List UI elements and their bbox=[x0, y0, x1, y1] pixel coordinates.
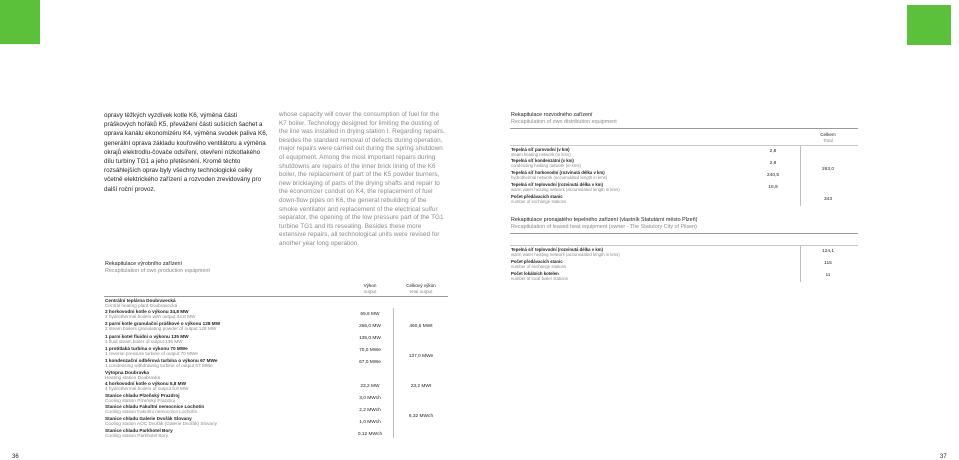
plant-row: Výtopna Doubravka Heating station Doubravka bbox=[105, 370, 161, 381]
page-number-right: 37 bbox=[940, 454, 947, 460]
plant-row: 2 parní kotle granulační práškové o výkonu 128 MW 2 steam boilers granulating powder of output 128 MW bbox=[105, 321, 221, 332]
dist-value: 16,9 bbox=[768, 185, 778, 190]
output-value: 2,2 MWch bbox=[359, 408, 381, 413]
output-value: 69,6 MW bbox=[360, 312, 380, 317]
leased-header-rule bbox=[510, 245, 858, 246]
col-divider bbox=[393, 308, 394, 438]
plant-row: 4 horkovodní kotle o výkonu 5,8 MW 4 hydrothermal boilers of output 5,8 MW bbox=[105, 381, 189, 392]
output-value: 1,0 MWch bbox=[359, 420, 381, 425]
production-rule bbox=[104, 296, 448, 297]
leased-value: 11 bbox=[825, 273, 831, 278]
output-value: 135,0 MW bbox=[359, 336, 381, 341]
distribution-rule bbox=[510, 128, 858, 129]
leased-row: Počet předávacích stanic number of exchange stations bbox=[511, 259, 567, 270]
total-output-value: 6,32 MWch bbox=[408, 414, 434, 419]
production-title-cz: Rekapitulace výrobního zařízení bbox=[105, 261, 183, 267]
plant-row: Stanice chladu Plzeňský Prazdroj Cooling station Plzeňský Prazdroj bbox=[105, 393, 180, 404]
total-output-value: 460,6 MWt bbox=[409, 324, 433, 329]
page-number-left: 36 bbox=[12, 454, 19, 460]
output-value: 256,0 MW bbox=[359, 324, 381, 329]
dist-header-rule bbox=[510, 145, 858, 146]
leased-row: Počet lokálních kotelen number of local boiler stations bbox=[511, 271, 569, 282]
leased-value: 115 bbox=[824, 261, 832, 266]
dist-total-stations: 343 bbox=[823, 197, 832, 202]
col-total-header: Celkový výkon total output bbox=[406, 283, 436, 294]
dist-row: Tepelná síť horkovodní (rozvinutá délka v km) hydrothermal network (accumulated length in kms) bbox=[511, 170, 608, 181]
leased-rule bbox=[510, 233, 858, 234]
dist-total-network: 263,0 bbox=[821, 167, 834, 172]
output-value: 70,0 MWe bbox=[359, 348, 381, 353]
dist-row: Tepelná síť teplovodní (rozvinutá délka v km) warm water heating network (accumulated length in kms) bbox=[511, 182, 620, 193]
output-value: 3,0 MWch bbox=[359, 396, 381, 401]
dist-value: 2,8 bbox=[769, 161, 777, 166]
dist-row: Tepelná síť parovodní (v km) steam heating network (in kms) bbox=[511, 147, 571, 158]
total-output-value: 137,0 MWe bbox=[408, 354, 434, 359]
plant-row: Stanice chladu Galerie Dvořák Slovany Cooling station AOC Dvořák (Galerie Dvořák) Slovany bbox=[105, 416, 218, 427]
intro-paragraph-cz: opravy těžkých vyzdívek kotle K6, výměna části práškových hořáků K5, převážení části sušících šachet a oprava kanálu ekonomizéru K4, výměna svodek paliva K6, generální oprava základu kouřového ventilátoru a výměna okrajů elektrodlu-čovače odsíření, otevření nízkotlakého dílu turbíny TG1 a jeho přetěsnění. Kromě těchto rozsáhlejších oprav byly všechny technologické celky včetně elektrického zařízení a rozvoden zrevidovány pro další roční provoz. bbox=[104, 112, 268, 193]
dist-value: 240,5 bbox=[766, 173, 779, 178]
dist-row: Počet předávacích stanic number of exchange stations bbox=[511, 194, 567, 205]
leased-value: 124,1 bbox=[821, 249, 834, 254]
production-section-title bbox=[105, 261, 265, 274]
leased-row: Tepelná síť teplovodní (rozvinutá délka v km) warm water heating network (accumulated length in kms) bbox=[511, 247, 620, 258]
output-value: 23,2 MW bbox=[360, 384, 380, 389]
output-value: 0,12 MWch bbox=[357, 432, 383, 437]
dist-total-header: Celkem Total bbox=[820, 132, 836, 143]
plant-row: 1 protitlaká turbína o výkonu 70 MWe 1 reverse pressure turbine of output 70 MWe bbox=[105, 346, 198, 357]
dist-row: Tepelná síť kondenzátní (v km) condensing heating network (in kms) bbox=[511, 158, 581, 169]
plant-row: 1 kondenzační odběrová turbína o výkonu 67 MWe 1 condensing withdrawing turbine of output 67 MWe bbox=[105, 358, 218, 369]
plant-row: Centrální teplárna Doubravecká Central heating plant Doubravecká bbox=[105, 298, 178, 309]
col-output-header: Výkon output bbox=[363, 283, 377, 294]
intro-paragraph-en: whose capacity will cover the consumption of fuel for the K7 boiler. Technology designed for limiting the dusting of the line was installed in drying station I. Regarding repairs, besides the standard removal of defects during operation, major repairs were carried out during the spring shutdown of equipment. Among the most important repairs during shutdowns are repairs of the inner brick lining of the K6 boiler, the replacement of part of the K5 powder burners, new bricklaying of parts of the drying shafts and repair to the economizer conduit on K4, the replacement of fuel down-flow pipes on K6, the general rebuilding of the smoke ventilator and replacement of the electrical sulfur separator, the opening of the low pressure part of the TG1 turbine TG1 and its resealing. Besides these more extensive repairs, all technological units were revised for another year long operation. bbox=[279, 111, 445, 247]
distribution-section-title: Rekapitulace rozvodného zařízení Recapitulation of own distribution equipment bbox=[511, 112, 617, 125]
plant-row: 2 horkovodní kotle o výkonu 34,8 MW 2 hydrothermal boilers with output 34,8 MW bbox=[105, 309, 196, 320]
accent-square-left bbox=[0, 0, 40, 44]
leased-section-title: Rekapitulace pronajatého tepelného zařízení (vlastník Statutární město Plzeň) Recapitulation of leased heat equipment (owner - The Statutory City of Pilsen) bbox=[511, 217, 698, 230]
plant-row: 1 parní kotel fluidní o výkonu 135 MW 1 fluid steam boiler of output 135 MW bbox=[105, 334, 189, 345]
total-output-value: 23,2 MWt bbox=[410, 384, 432, 389]
plant-row: Stanice chladu Fakultní nemocnice Lochotín Cooling station Fakultní nemocnice Lochotín bbox=[105, 404, 205, 415]
production-title-en: Recapitulation of own production equipment bbox=[105, 267, 210, 274]
accent-square-right bbox=[907, 5, 951, 45]
output-value: 67,0 MWe bbox=[359, 360, 381, 365]
plant-row: Stanice chladu Parkhotel Bory Cooling station Parkhotel Bory bbox=[105, 428, 173, 439]
dist-value: 2,8 bbox=[769, 149, 777, 154]
